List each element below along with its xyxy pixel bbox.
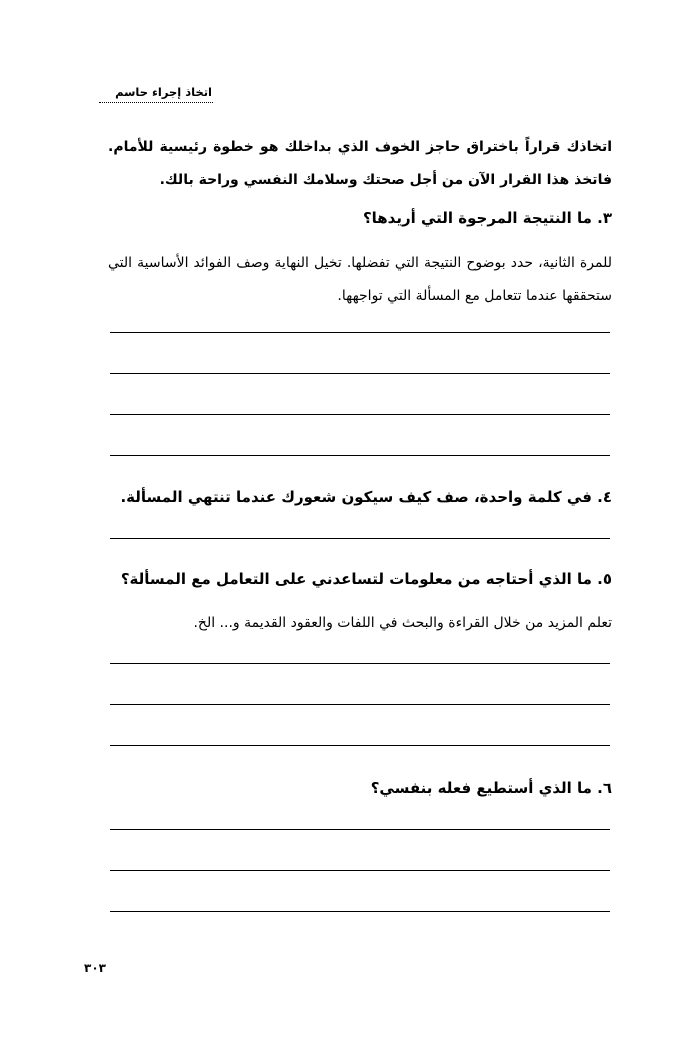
answer-line-q5-1[interactable] xyxy=(110,663,610,664)
intro-paragraph: اتخاذك قراراً باختراق حاجز الخوف الذي بداخلك هو خطوة رئيسية للأمام. فاتخذ هذا القرار الآن من أجل صحتك وسلامك النفسي وراحة بالك. xyxy=(108,139,612,188)
running-header-rule xyxy=(99,102,213,103)
answer-line-q5-2[interactable] xyxy=(110,704,610,705)
running-header-title: اتخاذ إجراء حاسم xyxy=(115,85,212,99)
question-4-heading: ٤. في كلمة واحدة، صف كيف سيكون شعورك عندما تنتهي المسألة. xyxy=(120,488,612,506)
answer-line-q6-1[interactable] xyxy=(110,829,610,830)
question-5-heading: ٥. ما الذي أحتاجه من معلومات لتساعدني على التعامل مع المسألة؟ xyxy=(120,570,612,588)
answer-line-q6-3[interactable] xyxy=(110,911,610,912)
answer-line-q3-1[interactable] xyxy=(110,332,610,333)
answer-line-q3-3[interactable] xyxy=(110,414,610,415)
answer-line-q3-2[interactable] xyxy=(110,373,610,374)
answer-line-q3-4[interactable] xyxy=(110,455,610,456)
question-3-heading: ٣. ما النتيجة المرجوة التي أريدها؟ xyxy=(362,209,612,227)
page-number: ٣٠٣ xyxy=(84,961,106,975)
question-3-instruction: للمرة الثانية، حدد بوضوح النتيجة التي تفضلها. تخيل النهاية وصف الفوائد الأساسية التي ستحققها عندما تتعامل مع المسألة التي تواجهها. xyxy=(108,255,612,304)
answer-line-q4-1[interactable] xyxy=(110,538,610,539)
question-6-heading: ٦. ما الذي أستطيع فعله بنفسي؟ xyxy=(370,779,612,797)
answer-line-q5-3[interactable] xyxy=(110,745,610,746)
answer-line-q6-2[interactable] xyxy=(110,870,610,871)
question-5-instruction: تعلم المزيد من خلال القراءة والبحث في اللفات والعقود القديمة و... الخ. xyxy=(193,615,612,631)
